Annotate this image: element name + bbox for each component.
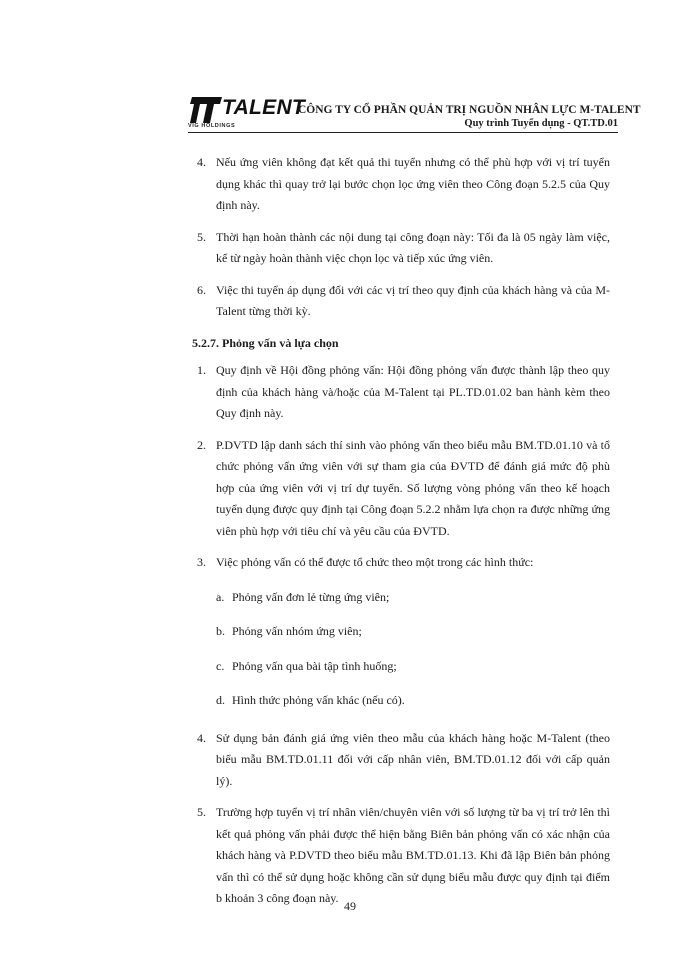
item-text: Nếu ứng viên không đạt kết quả thi tuyển nhưng có thể phù hợp với vị trí tuyển dụng khác thì quay trở lại bước chọn lọc ứng viên theo Công đoạn 5.2.5 của Quy định này. — [216, 155, 610, 212]
section-heading: 5.2.7. Phỏng vấn và lựa chọn — [192, 335, 339, 350]
sub-item-letter: c. — [216, 658, 225, 673]
sub-item-letter: d. — [216, 693, 225, 707]
list-item — [192, 802, 610, 910]
item-text: P.DVTD lập danh sách thí sinh vào phỏng vấn theo biểu mẫu BM.TD.01.10 và tổ chức phỏng vấn ứng viên với sự tham gia của ĐVTD để đánh giá mức độ phù hợp của ứng viên với vị trí dự tuyển. Số lượng vòng phỏng vấn theo kế hoạch tuyển dụng được quy định tại Công đoạn 5.2.2 nhằm lựa chọn ra được những ứng viên phù hợp với tiêu chí và yêu cầu của ĐVTD. — [216, 437, 610, 538]
sub-item-text: Phỏng vấn qua bài tập tình huống; — [232, 658, 397, 673]
list-item — [192, 152, 610, 217]
company-name: CÔNG TY CỔ PHẦN QUẢN TRỊ NGUỒN NHÂN LỰC M-TALENT — [298, 104, 641, 116]
item-number: 6. — [197, 282, 206, 297]
sub-item-letter: a. — [216, 589, 225, 604]
page-header — [188, 92, 641, 134]
list-item — [192, 360, 610, 425]
sub-item — [216, 690, 610, 712]
sub-item — [216, 621, 610, 643]
sub-item-text: Hình thức phỏng vấn khác (nếu có). — [232, 693, 405, 707]
item-text: Trường hợp tuyển vị trí nhân viên/chuyên viên với số lượng từ ba vị trí trở lên thì kết quả phỏng vấn phải được thể hiện bằng Biên bản phỏng vấn có xác nhận của khách hàng và P.DVTD theo biểu mẫu BM.TD.01.13. Khi đã lập Biên bản phỏng vấn thì có thể sử dụng hoặc không cần sử dụng biểu mẫu được quy định tại điểm b khoản 3 công đoạn này. — [216, 805, 610, 905]
logo-subtitle: VIG HOLDINGS — [188, 123, 236, 129]
document-body — [192, 152, 610, 920]
sub-item-text: Phỏng vấn đơn lẻ từng ứng viên; — [232, 589, 390, 604]
item-text: Thời hạn hoàn thành các nội dung tại công đoạn này: Tối đa là 05 ngày làm việc, kể từ ngày hoàn thành việc chọn lọc và tiếp xúc ứng viên. — [216, 229, 610, 265]
sub-item — [216, 587, 610, 609]
sub-item — [216, 656, 610, 678]
item-text: Quy định về Hội đồng phỏng vấn: Hội đồng phỏng vấn được thành lập theo quy định của khách hàng và/hoặc của M-Talent tại PL.TD.01.02 ban hành kèm theo Quy định này. — [216, 363, 610, 420]
list-item — [192, 280, 610, 323]
document-code: Quy trình Tuyển dụng - QT.TD.01 — [464, 118, 618, 129]
item-text: Việc thi tuyển áp dụng đối với các vị trí theo quy định của khách hàng và của M-Talent từng thời kỳ. — [216, 282, 610, 318]
item-number: 4. — [197, 155, 206, 169]
item-text: Sử dụng bản đánh giá ứng viên theo mẫu của khách hàng hoặc M-Talent (theo biểu mẫu BM.TD.01.11 đối với cấp nhân viên, BM.TD.01.12 đối với cấp quản lý). — [216, 730, 610, 788]
company-logo — [188, 92, 306, 134]
page-number: 49 — [344, 899, 356, 913]
item-text: Việc phỏng vấn có thể được tổ chức theo một trong các hình thức: — [216, 555, 534, 569]
list-item — [192, 435, 610, 543]
item-number: 5. — [197, 229, 206, 244]
item-number: 5. — [197, 805, 206, 819]
list-item — [192, 728, 610, 793]
m-talent-logo-icon — [188, 94, 224, 124]
item-number: 2. — [197, 437, 206, 452]
list-item — [192, 227, 610, 270]
list-item — [192, 552, 610, 712]
sub-item-text: Phỏng vấn nhóm ứng viên; — [232, 624, 362, 638]
item-number: 3. — [197, 555, 206, 569]
header-divider — [188, 132, 618, 133]
sub-item-letter: b. — [216, 624, 225, 638]
item-number: 4. — [197, 730, 206, 745]
logo-wordmark: TALENT — [222, 96, 306, 119]
item-number: 1. — [197, 363, 206, 377]
